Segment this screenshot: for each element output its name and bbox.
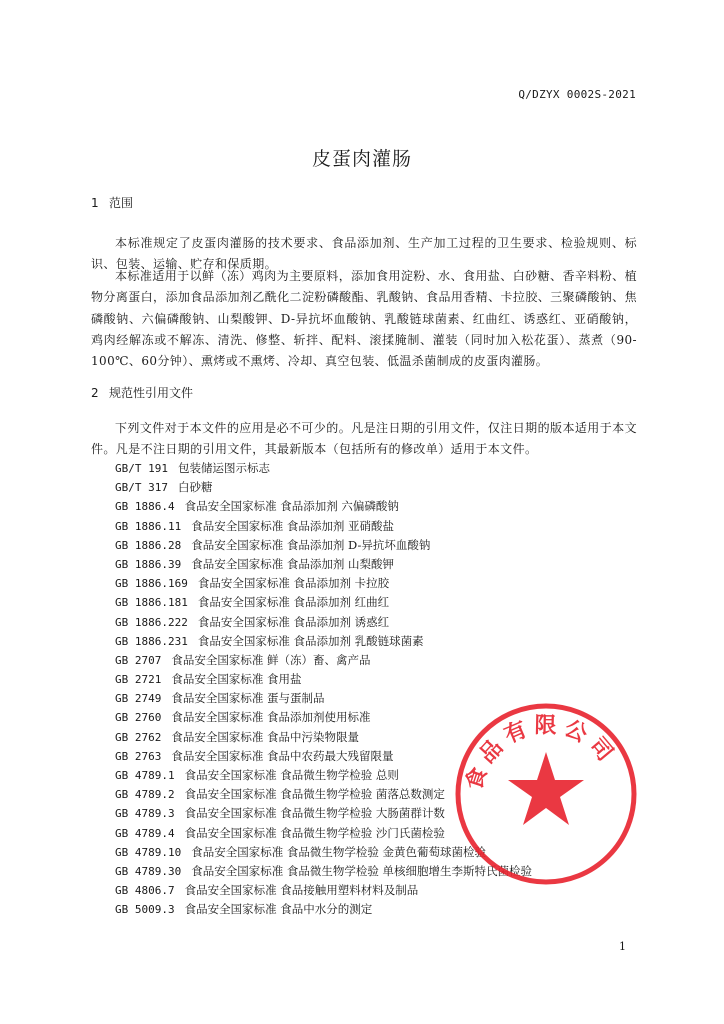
reference-code: GB 4789.2: [115, 788, 175, 802]
page-number: 1: [619, 940, 626, 953]
seal-text-path: 食品有限公司: [460, 712, 622, 794]
reference-code: GB 2721: [115, 673, 162, 687]
reference-code: GB/T 317: [115, 481, 168, 495]
reference-code: GB 1886.231: [115, 634, 188, 648]
reference-code: GB 4789.4: [115, 826, 175, 840]
reference-title: 食品安全国家标准 食品中农药最大残留限量: [171, 748, 394, 763]
reference-title: 食品安全国家标准 食品接触用塑料材料及制品: [184, 883, 419, 898]
reference-title: 食品安全国家标准 食品微生物学检验 单核细胞增生李斯特氏菌检验: [191, 863, 533, 878]
reference-code: GB 2707: [115, 653, 162, 667]
reference-code: GB 2762: [115, 730, 162, 744]
scope-paragraph-2: 本标准适用于以鲜（冻）鸡肉为主要原料，添加食用淀粉、水、食用盐、白砂糖、香辛料粉、植物分离蛋白，添加食品添加剂乙酰化二淀粉磷酸酯、乳酸钠、食品用香精、卡拉胶、三聚磷酸钠、焦磷酸钠、六偏磷酸钠、山梨酸钾、D-异抗坏血酸钠、乳酸链球菌素、红曲红、诱惑红、亚硝酸钠，鸡肉经解冻或不解冻、清洗、修整、斩拌、配料、滚揉腌制、灌装（同时加入松花蛋）、蒸煮（90-100℃、60分钟）、熏烤或不熏烤、冷却、真空包装、低温杀菌制成的皮蛋肉灌肠。: [91, 269, 637, 369]
reference-title: 食品安全国家标准 食品添加剂 乳酸链球菌素: [197, 633, 424, 648]
standard-code: Q/DZYX 0002S-2021: [518, 88, 636, 101]
reference-item: [115, 613, 532, 632]
reference-code: GB 4789.10: [115, 845, 182, 859]
reference-title: 食品安全国家标准 食品添加剂使用标准: [171, 710, 371, 725]
reference-item: [115, 900, 532, 919]
section-title: 规范性引用文件: [109, 386, 194, 400]
reference-item: [115, 593, 532, 612]
reference-title: 食品安全国家标准 食用盐: [171, 672, 302, 687]
reference-title: 食品安全国家标准 食品微生物学检验 菌落总数测定: [184, 787, 445, 802]
reference-title: 食品安全国家标准 食品添加剂 D-异抗坏血酸钠: [191, 537, 431, 552]
section-1-heading: [91, 194, 133, 211]
reference-title: 食品安全国家标准 食品添加剂 山梨酸钾: [191, 556, 395, 571]
reference-code: GB 2760: [115, 711, 162, 725]
section-2-heading: [91, 384, 193, 401]
reference-item: [115, 555, 532, 574]
reference-title: 食品安全国家标准 食品添加剂 六偏磷酸钠: [184, 499, 399, 514]
reference-code: GB 1886.169: [115, 577, 188, 591]
reference-title: 食品安全国家标准 食品中水分的测定: [184, 902, 373, 917]
reference-code: GB 1886.181: [115, 596, 188, 610]
reference-item: [115, 459, 532, 478]
reference-code: GB 1886.222: [115, 615, 188, 629]
reference-title: 食品安全国家标准 食品微生物学检验 金黄色葡萄球菌检验: [191, 844, 487, 859]
document-title: 皮蛋肉灌肠: [311, 148, 412, 170]
reference-item: [115, 497, 532, 516]
reference-item: [115, 478, 532, 497]
reference-code: GB 4789.3: [115, 807, 175, 821]
reference-title: 食品安全国家标准 食品添加剂 诱惑红: [197, 614, 390, 629]
scope-paragraph-1: 本标准规定了皮蛋肉灌肠的技术要求、食品添加剂、生产加工过程的卫生要求、检验规则、标识、包装、运输、贮存和保质期。: [91, 236, 637, 272]
reference-code: GB/T 191: [115, 462, 168, 475]
reference-title: 白砂糖: [177, 480, 213, 495]
reference-item: [115, 651, 532, 670]
reference-code: GB 1886.4: [115, 500, 175, 514]
reference-title: 食品安全国家标准 食品添加剂 红曲红: [197, 595, 390, 610]
reference-item: [115, 517, 532, 536]
company-seal-stamp: [452, 700, 640, 888]
section-number: 2: [91, 386, 99, 400]
reference-item: [115, 574, 532, 593]
reference-title: 食品安全国家标准 食品微生物学检验 大肠菌群计数: [184, 806, 445, 821]
reference-title: 食品安全国家标准 鲜（冻）畜、禽产品: [171, 652, 371, 667]
reference-code: GB 2749: [115, 692, 162, 706]
reference-code: GB 4806.7: [115, 884, 175, 898]
reference-code: GB 2763: [115, 749, 162, 763]
reference-code: GB 5009.3: [115, 903, 175, 917]
reference-code: GB 1886.11: [115, 519, 182, 533]
reference-code: GB 4789.1: [115, 769, 175, 782]
reference-title: 食品安全国家标准 食品微生物学检验 总则: [184, 768, 399, 782]
reference-title: 食品安全国家标准 食品添加剂 亚硝酸盐: [191, 518, 395, 533]
section-number: 1: [91, 196, 99, 210]
reference-title: 包装储运图示标志: [177, 461, 270, 475]
seal-star-icon: [508, 752, 584, 825]
reference-item: [115, 632, 532, 651]
reference-title: 食品安全国家标准 蛋与蛋制品: [171, 691, 325, 706]
reference-title: 食品安全国家标准 食品添加剂 卡拉胶: [197, 576, 390, 591]
reference-code: GB 1886.28: [115, 538, 182, 552]
reference-code: GB 4789.30: [115, 864, 182, 878]
reference-item: [115, 670, 532, 689]
reference-title: 食品安全国家标准 食品中污染物限量: [171, 729, 360, 744]
section-title: 范围: [109, 196, 134, 210]
reference-item: [115, 536, 532, 555]
reference-code: GB 1886.39: [115, 557, 182, 571]
references-intro-paragraph: 下列文件对于本文件的应用是必不可少的。凡是注日期的引用文件，仅注日期的版本适用于本文件。凡是不注日期的引用文件，其最新版本（包括所有的修改单）适用于本文件。: [91, 421, 637, 457]
reference-title: 食品安全国家标准 食品微生物学检验 沙门氏菌检验: [184, 825, 445, 840]
